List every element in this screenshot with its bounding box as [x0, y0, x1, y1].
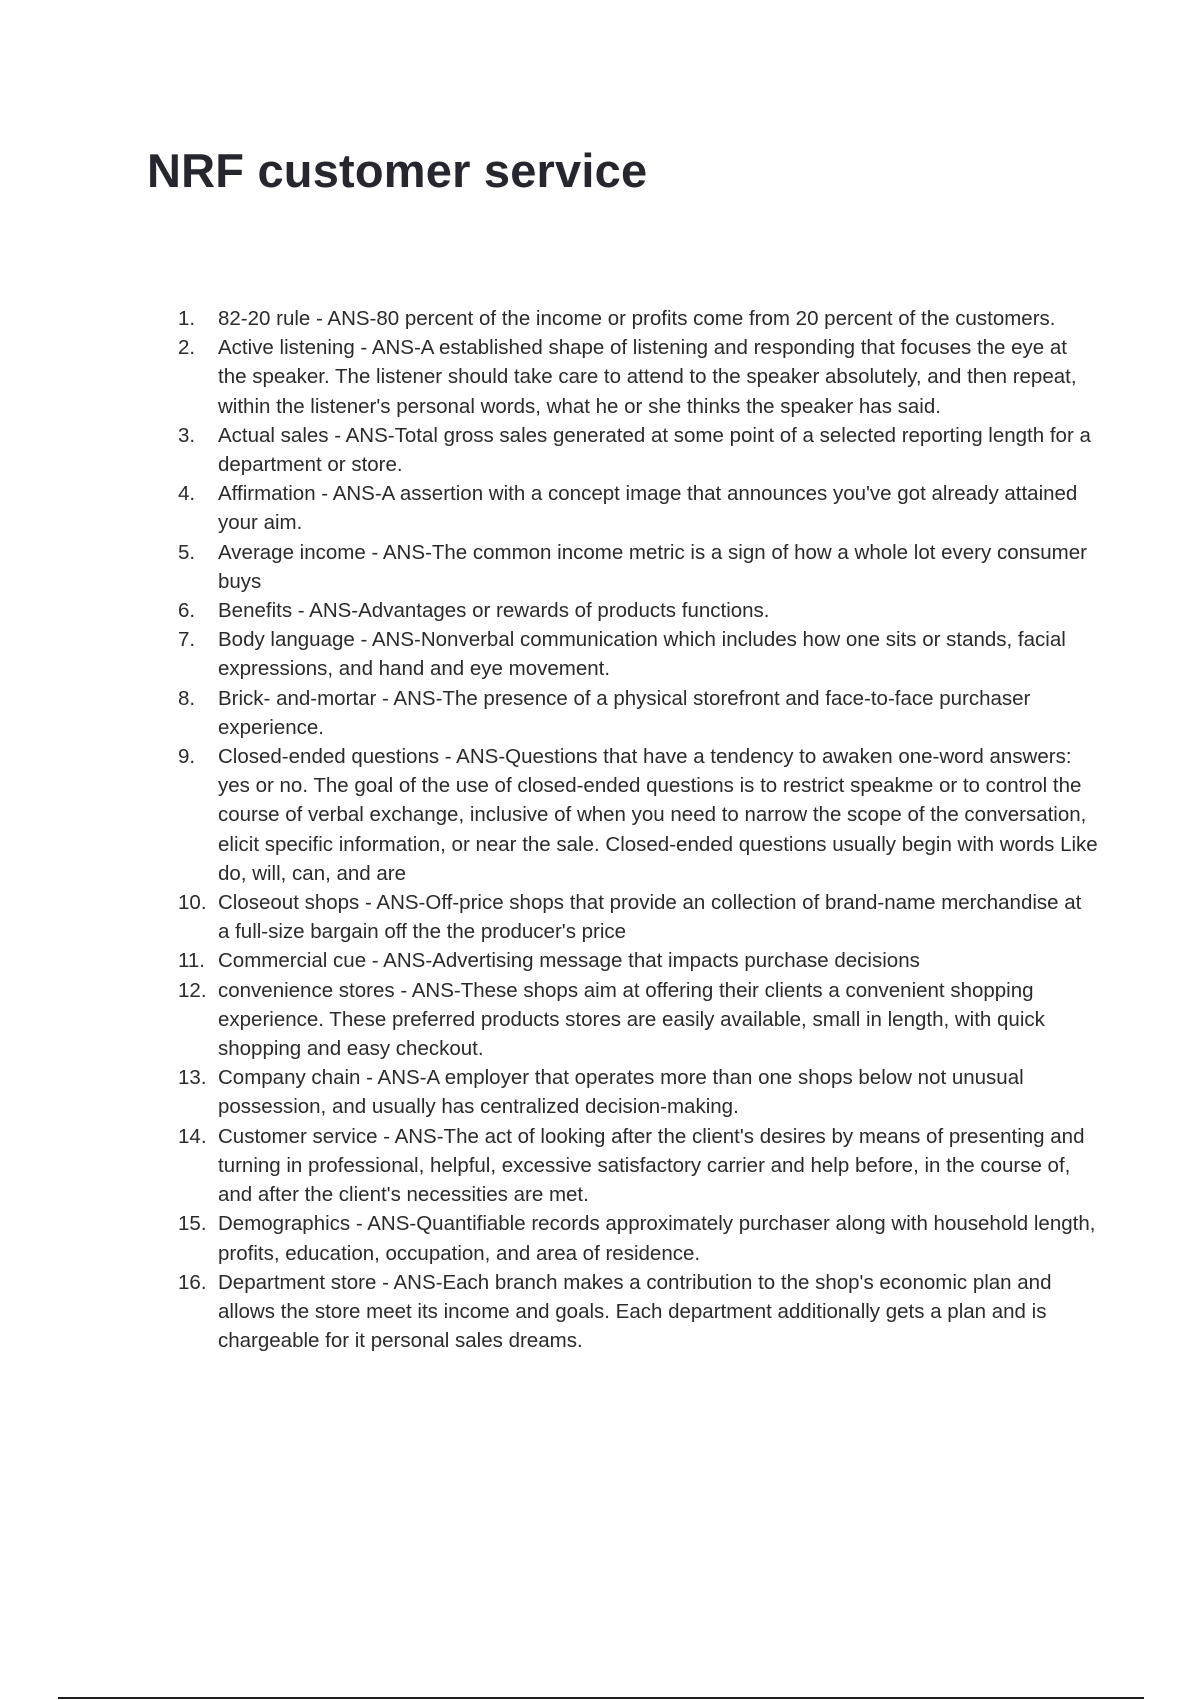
list-item-text: convenience stores - ANS-These shops aim at offering their clients a convenient shopping experience. These preferred products stores are easily available, small in length, with quick shopping and easy checkout. [218, 978, 1045, 1061]
term-list [178, 304, 1098, 1355]
list-item-text: 82-20 rule - ANS-80 percent of the income or profits come from 20 percent of the customers. [218, 307, 1056, 330]
page-title: NRF customer service [147, 144, 648, 197]
list-item-text: Customer service - ANS-The act of looking after the client's desires by means of presenting and turning in professional, helpful, excessive satisfactory carrier and help before, in the course of, and after the client's necessities are met. [218, 1124, 1085, 1207]
list-item-text: Benefits - ANS-Advantages or rewards of products functions. [218, 599, 770, 623]
list-item-number: 16 . [178, 1268, 207, 1297]
list-item-text: Actual sales - ANS-Total gross sales generated at some point of a selected reporting length for a department or store. [218, 423, 1091, 477]
list-item-number: 3 . [178, 421, 195, 450]
list-item [178, 888, 1098, 946]
list-item-text: Brick- and-mortar - ANS-The presence of a physical storefront and face-to-face purchaser experience. [218, 686, 1031, 739]
list-item-text: Company chain - ANS-A employer that operates more than one shops below not unusual possession, and usually has centralized decision-making. [218, 1066, 1024, 1119]
list-item-text: Active listening - ANS-A established shape of listening and responding that focuses the eye at the speaker. The listener should take care to attend to the speaker absolutely, and then repeat, within the listener's personal words, what he or she thinks the speaker has said. [218, 336, 1077, 418]
list-item [178, 421, 1098, 479]
footer-divider [58, 1697, 1144, 1699]
list-item-text: Closeout shops - ANS-Off-price shops that provide an collection of brand-name merchandise at a full-size bargain off the the producer's price [218, 891, 1082, 944]
list-item-number: 12 . [178, 976, 207, 1005]
list-item [178, 304, 1098, 333]
list-item [178, 596, 1098, 625]
list-item [178, 742, 1098, 888]
list-item [178, 976, 1098, 1064]
list-item [178, 1063, 1098, 1121]
list-item-number: 14 . [178, 1122, 207, 1151]
list-item [178, 1209, 1098, 1267]
list-item-number: 9 . [178, 742, 195, 771]
list-item-text: Department store - ANS-Each branch makes a contribution to the shop's economic plan and allows the store meet its income and goals. Each department additionally gets a plan and is chargeable for it personal sales dreams. [218, 1270, 1052, 1353]
list-item-text: Commercial cue - ANS-Advertising message that impacts purchase decisions [218, 949, 920, 973]
list-item-number: 4 . [178, 479, 195, 508]
list-item-number: 13 . [178, 1063, 207, 1092]
list-item-number: 10 . [178, 888, 207, 917]
list-item-number: 15 . [178, 1209, 207, 1238]
list-item-text: Body language - ANS-Nonverbal communication which includes how one sits or stands, facial expressions, and hand and eye movement. [218, 628, 1066, 681]
list-item [178, 333, 1098, 421]
list-item-text: Closed-ended questions - ANS-Questions that have a tendency to awaken one-word answers: yes or no. The goal of the use of closed-ended questions is to restrict speakme or to control the course of verbal exchange, inclusive of when you need to narrow the scope of the conversation, elicit specific information, or near the sale. Closed-ended questions usually begin with words Like do, will, can, and are [218, 745, 1098, 885]
list-item [178, 625, 1098, 683]
list-item [178, 1122, 1098, 1210]
list-item [178, 1268, 1098, 1356]
list-item-number: 2 . [178, 333, 195, 362]
list-item-number: 8 . [178, 684, 195, 713]
list-item [178, 479, 1098, 537]
list-item [178, 538, 1098, 596]
list-item-text: Demographics - ANS-Quantifiable records approximately purchaser along with household length, profits, education, occupation, and area of residence. [218, 1212, 1096, 1265]
list-item [178, 946, 1098, 975]
list-item-number: 7 . [178, 625, 195, 654]
list-item-number: 1 . [178, 304, 195, 333]
list-item-text: Average income - ANS-The common income metric is a sign of how a whole lot every consumer buys [218, 540, 1087, 593]
list-item [178, 684, 1098, 742]
list-item-number: 11 . [178, 946, 205, 975]
list-item-text: Affirmation - ANS-A assertion with a concept image that announces you've got already attained your aim. [218, 482, 1078, 535]
list-item-number: 5 . [178, 538, 195, 567]
list-item-number: 6 . [178, 596, 195, 625]
